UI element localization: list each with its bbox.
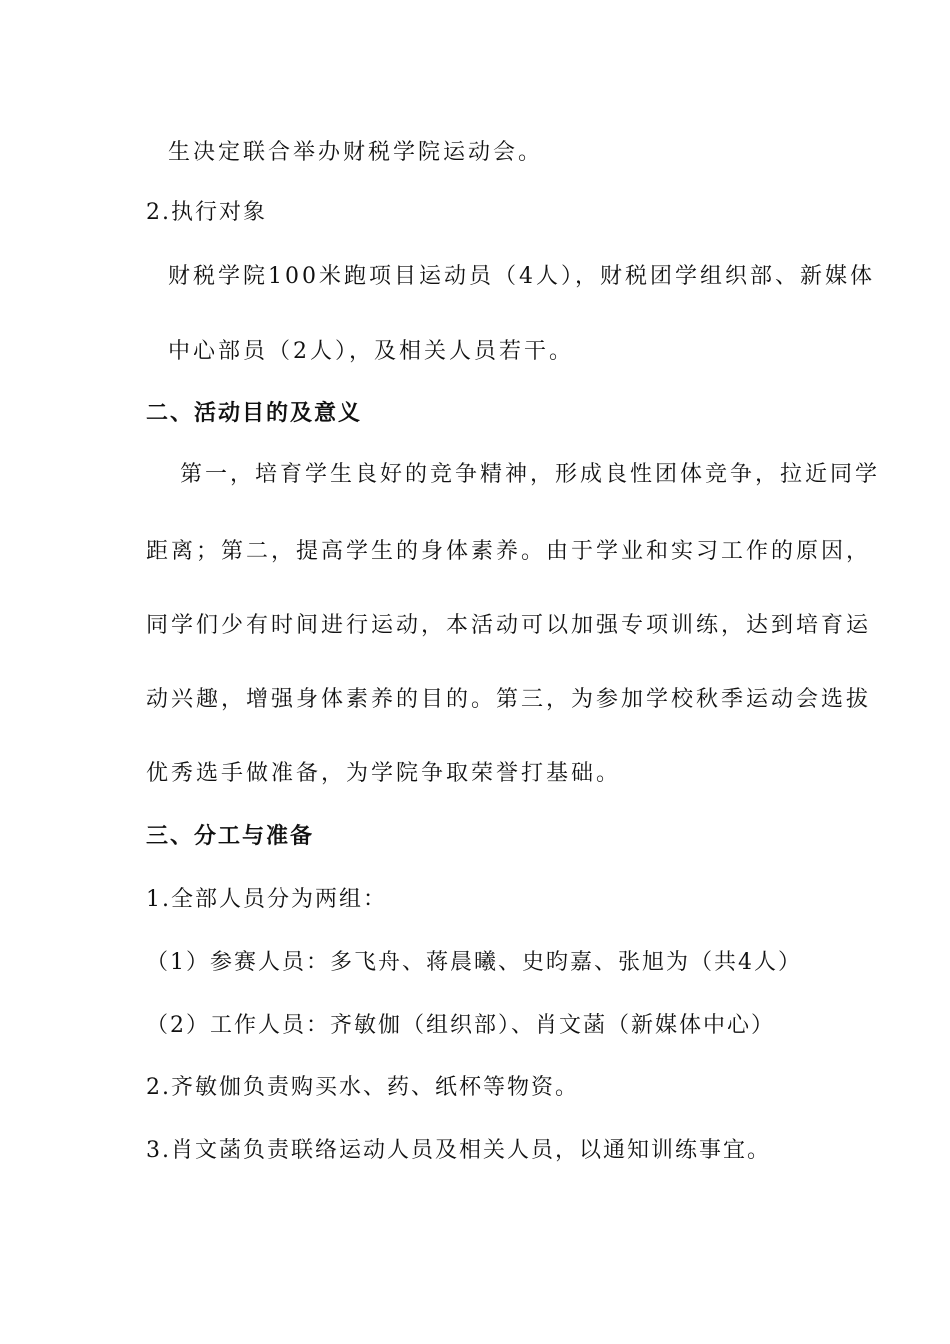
purpose-paragraph-line-3: 同学们少有时间进行运动，本活动可以加强专项训练，达到培育运 (146, 613, 872, 638)
target-text-line-2: 中心部员（2人），及相关人员若干。 (168, 339, 574, 364)
target-text-line-1: 财税学院100米跑项目运动员（4人），财税团学组织部、新媒体 (168, 264, 875, 289)
division-item-3: 3.肖文菡负责联络运动人员及相关人员，以通知训练事宜。 (146, 1138, 771, 1163)
purpose-heading: 二、活动目的及意义 (146, 400, 363, 426)
division-item-1-sub-2: （2）工作人员：齐敏伽（组织部）、肖文菡（新媒体中心） (146, 1013, 775, 1038)
background-continued-text: 生决定联合举办财税学院运动会。 (168, 140, 544, 165)
division-heading: 三、分工与准备 (146, 823, 315, 849)
division-item-1: 1.全部人员分为两组： (146, 887, 387, 912)
division-item-2: 2.齐敏伽负责购买水、药、纸杯等物资。 (146, 1075, 579, 1100)
purpose-paragraph-line-2: 距离；第二，提高学生的身体素养。由于学业和实习工作的原因， (146, 539, 872, 564)
division-item-1-sub-1: （1）参赛人员：多飞舟、蒋晨曦、史昀嘉、张旭为（共4人） (146, 950, 802, 975)
purpose-paragraph-line-1: 第一，培育学生良好的竞争精神，形成良性团体竞争，拉近同学 (180, 462, 881, 487)
purpose-paragraph-line-5: 优秀选手做准备，为学院争取荣誉打基础。 (146, 761, 622, 786)
purpose-paragraph-line-4: 动兴趣，增强身体素养的目的。第三，为参加学校秋季运动会选拔 (146, 687, 872, 712)
target-heading: 2.执行对象 (146, 200, 267, 225)
